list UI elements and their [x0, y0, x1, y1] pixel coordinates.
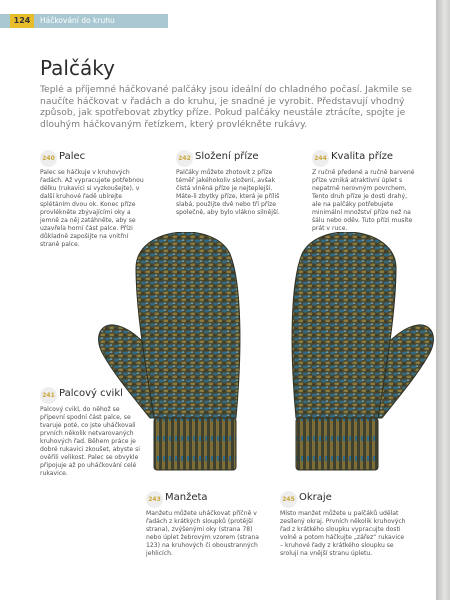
tip-number-badge: 245 — [280, 491, 297, 508]
tip-text: Palčáky můžete zhotovit z příze téměř jakéhokoliv složení, avšak čistá vlněná příze je nejteplejší. Máte-li zbytky příze, která je příliš slabá, použijte dvě nebo tři příze společně, aby bylo vlákno silnější. — [176, 169, 280, 216]
intro-paragraph: Teplé a příjemné háčkované palčáky jsou ideální do chladného počasí. Jakmile se naučíte háčkovat v řadách a do kruhu, je snadné je vyrobit. Představují vhodný způsob, jak spotřebovat zbytky příze. Pokud palčáky neustále ztrácíte, spojte je dlouhým háčkovaným řetízkem, který provlékněte rukávy. — [40, 84, 412, 130]
tip-text: Místo manžet můžete u palčáků udělat zesílený okraj. Prvních několik kruhových řad z krátkého sloupku vypracujte dosti volně a potom háčkujte „zářez“ rukavice – kruhové řady z krátkého sloupku se srolují na vnější stranu úpletu. — [280, 510, 406, 557]
left-mitten — [99, 232, 240, 470]
mittens-photo — [96, 232, 436, 492]
tip-text: Palec se háčkuje v kruhových řadách. Až vypracujete potřebnou délku (rukavici si vyzkoušejte), v další kruhové řadě ubírejte splétáním dvou ok. Konec příze provlékněte zbývajícími oky a jemně za něj zatáhněte, aby se uzavřela horní část palce. Přízi důkladně zapošijte na vnitřní straně palce. — [40, 169, 144, 248]
page-title: Palčáky — [40, 56, 115, 80]
tip-number-badge: 242 — [176, 150, 193, 167]
tip-title: Manžeta — [165, 492, 208, 503]
right-mitten — [292, 232, 433, 470]
tip-title: Složení příze — [195, 151, 259, 162]
tip-number-badge: 243 — [146, 491, 163, 508]
page-header-bar — [0, 14, 168, 28]
tip-text: Palcový cvikl, do něhož se připevní spodní část palce, se tvaruje poté, co jste uháčkovali prvních několik netvarovaných kruhových řad. Během práce je dobré rukavici zkoušet, abyste si ověřili velikost. Palec se obvykle připojuje až po uháčkování celé rukavice. — [40, 406, 140, 477]
tip-title: Kvalita příze — [331, 151, 394, 162]
tip-number-badge: 241 — [40, 387, 57, 404]
page-edge-shadow — [436, 0, 450, 600]
page-number: 124 — [10, 14, 34, 28]
tip-title: Palcový cvikl — [59, 388, 123, 399]
tip-text: Manžetu můžete uháčkovat příčně v řadách z krátkých sloupků (protější strana), zvýšenými oky (strana 78) nebo úplet žebrovým vzorem (strana 123) na kruhových či oboustranných jehlicích. — [146, 510, 259, 557]
tip-text: Z ručně předené a ručně barvené příze vzniká atraktivní úplet s nepatrně nerovným povrchem. Tento druh příze je dosti drahý, ale na palčáky potřebujete minimální množství příze než na šálu nebo oděv. Tuto přízi musíte prát v ruce. — [312, 169, 415, 232]
tip-title: Okraje — [299, 492, 332, 503]
tip-title: Palec — [59, 151, 86, 162]
section-title: Háčkování do kruhu — [40, 16, 115, 25]
tip-number-badge: 240 — [40, 150, 57, 167]
tip-number-badge: 244 — [312, 150, 329, 167]
